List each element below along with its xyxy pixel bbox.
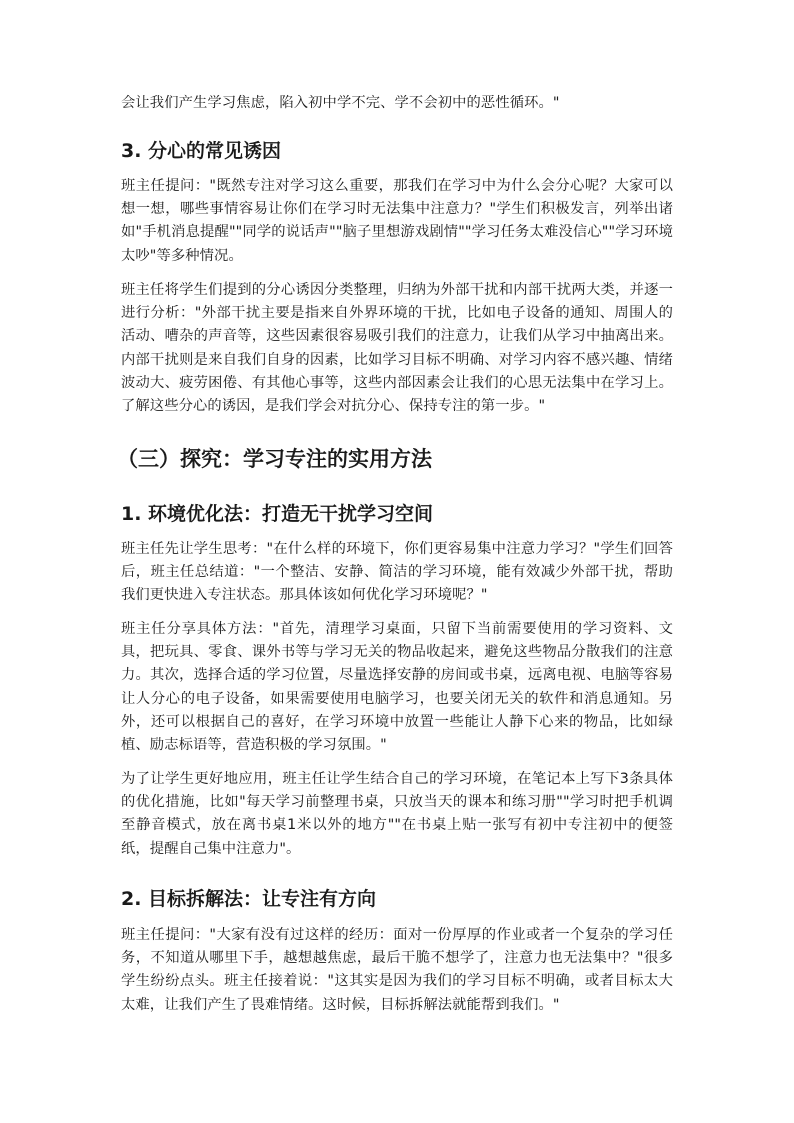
paragraph-m1-2: 班主任分享具体方法："首先，清理学习桌面，只留下当前需要使用的学习资料、文具，把玩具、零食、课外书等与学习无关的物品收起来，避免这些物品分散我们的注意力。其次，选择合适的学习位置，尽量选择安静的房间或书桌，远离电视、电脑等容易让人分心的电子设备，如果需要使用电脑学习，也要关闭无关的软件和消息通知。另外，还可以根据自己的喜好，在学习环境中放置一些能让人静下心来的物品，比如绿植、励志标语等，营造积极的学习氛围。" (121, 621, 673, 754)
paragraph-m2-1: 班主任提问："大家有没有过这样的经历：面对一份厚厚的作业或者一个复杂的学习任务，不知道从哪里下手，越想越焦虑，最后干脆不想学了，注意力也无法集中？"很多学生纷纷点头。班主任接着说："这其实是因为我们的学习目标不明确，或者目标太大太难，让我们产生了畏难情绪。这时候，目标拆解法就能帮到我们。" (121, 927, 673, 1013)
paragraph-intro: 会让我们产生学习焦虑，陷入初中学不完、学不会初中的恶性循环。" (121, 95, 560, 111)
heading-section-3: 3. 分心的常见诱因 (121, 140, 282, 162)
heading-method-2: 2. 目标拆解法：让专注有方向 (121, 888, 377, 910)
paragraph-s3-2: 班主任将学生们提到的分心诱因分类整理，归纳为外部干扰和内部干扰两大类，并逐一进行分析："外部干扰主要是指来自外界环境的干扰，比如电子设备的通知、周围人的活动、嘈杂的声音等，这些因素很容易吸引我们的注意力，让我们从学习中抽离出来。内部干扰则是来自我们自身的因素，比如学习目标不明确、对学习内容不感兴趣、情绪波动大、疲劳困倦、有其他心事等，这些内部因素会让我们的心思无法集中在学习上。了解这些分心的诱因，是我们学会对抗分心、保持专注的第一步。" (121, 282, 673, 415)
paragraph-m1-3: 为了让学生更好地应用，班主任让学生结合自己的学习环境，在笔记本上写下3条具体的优化措施，比如"每天学习前整理书桌，只放当天的课本和练习册""学习时把手机调至静音模式，放在离书桌1米以外的地方""在书桌上贴一张写有初中专注初中的便签纸，提醒自己集中注意力"。 (121, 771, 673, 857)
heading-part-3: （三）探究：学习专注的实用方法 (117, 447, 432, 471)
heading-method-1: 1. 环境优化法：打造无干扰学习空间 (121, 503, 434, 525)
paragraph-m1-1: 班主任先让学生思考："在什么样的环境下，你们更容易集中注意力学习？"学生们回答后，班主任总结道："一个整洁、安静、简洁的学习环境，能有效减少外部干扰，帮助我们更快进入专注状态。那具体该如何优化学习环境呢？" (121, 541, 673, 604)
paragraph-s3-1: 班主任提问："既然专注对学习这么重要，那我们在学习中为什么会分心呢？大家可以想一想，哪些事情容易让你们在学习时无法集中注意力？"学生们积极发言，列举出诸如"手机消息提醒""同学的说话声""脑子里想游戏剧情""学习任务太难没信心""学习环境太吵"等多种情况。 (121, 178, 673, 264)
